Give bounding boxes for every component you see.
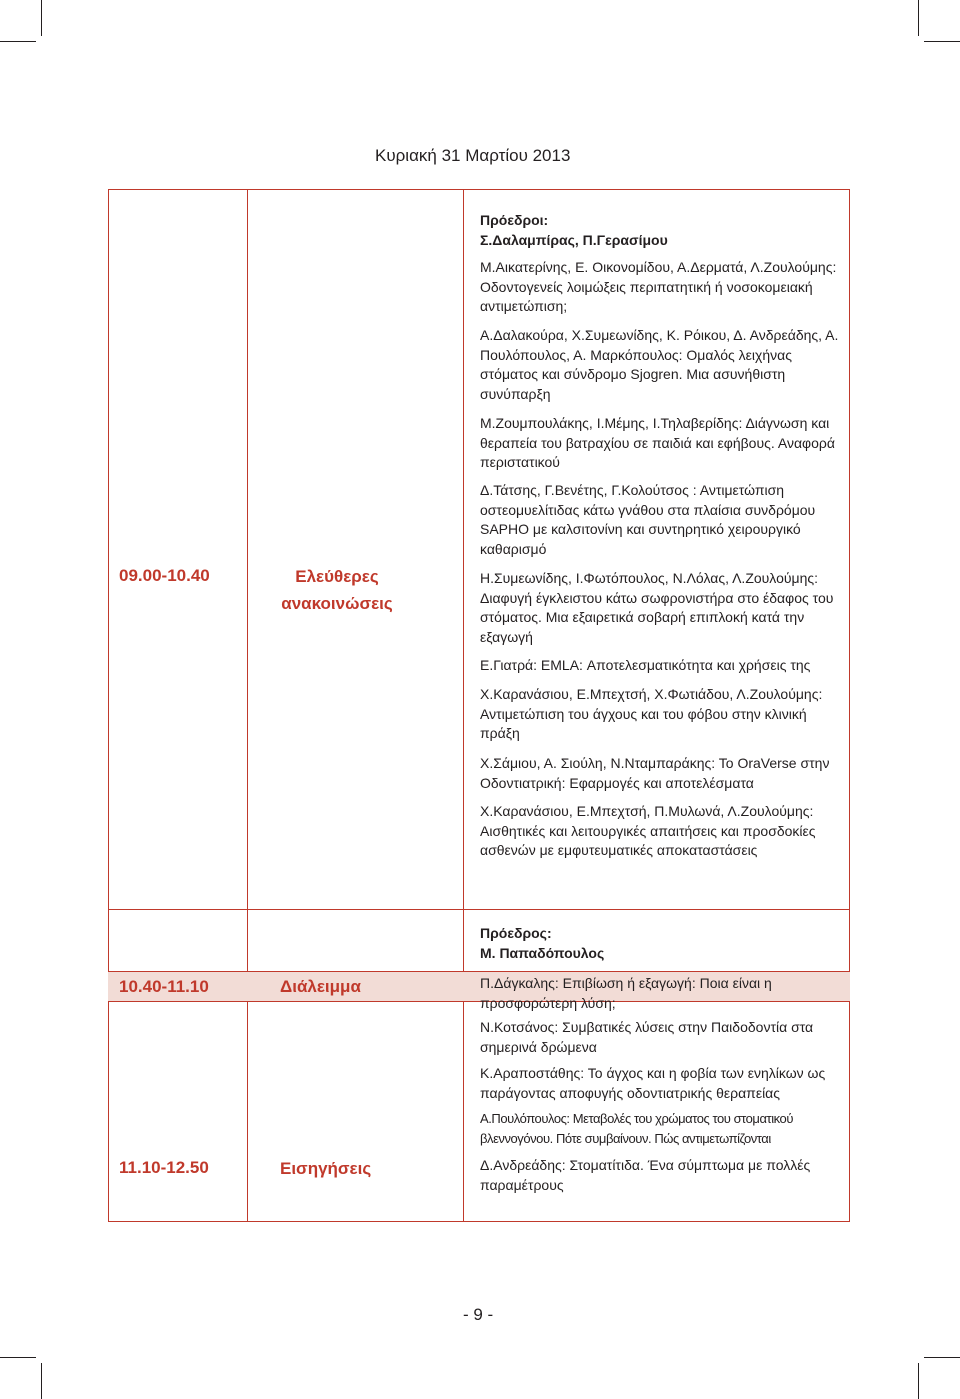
- session-divider: [108, 909, 850, 910]
- crop-mark: [0, 41, 36, 42]
- talk-item: Χ.Καρανάσιου, Ε.Μπεχτσή, Π.Μυλωνά, Λ.Ζουλούμης: Αισθητικές και λειτουργικές απαιτήσεις και προσδοκίες ασθενών με εμφυτευματικές αποκαταστάσεις: [480, 803, 816, 858]
- chairs-label: Πρόεδροι:: [480, 212, 549, 228]
- column-divider: [247, 189, 248, 1221]
- session-time: 11.10-12.50: [119, 1158, 209, 1177]
- crop-mark: [918, 1363, 919, 1399]
- break-time: 10.40-11.10: [119, 977, 209, 996]
- crop-mark: [41, 0, 42, 36]
- break-label: Διάλειμμα: [280, 977, 361, 996]
- crop-mark: [918, 0, 919, 36]
- crop-mark: [924, 41, 960, 42]
- break-row-border: [108, 971, 850, 972]
- session-time: 09.00-10.40: [119, 566, 210, 585]
- table-top-border: [108, 189, 850, 190]
- talk-item: Π.Δάγκαλης: Επιβίωση ή εξαγωγή: Ποια είναι η προσφορώτερη λύση;: [480, 975, 772, 1011]
- talk-item: Μ.Αικατερίνης, Ε. Οικονομίδου, Α.Δερματά, Λ.Ζουλούμης: Οδοντογενείς λοιμώξεις περιπατητική ή νοσοκομειακή αντιμετώπιση;: [480, 259, 837, 314]
- talk-item: Κ.Αραποστάθης: Το άγχος και η φοβία των ενηλίκων ως παράγοντας αποφυγής οδοντιατρικής θεραπείας: [480, 1065, 826, 1101]
- session-type-line: Ελεύθερες: [295, 567, 379, 586]
- talk-item: Η.Συμεωνίδης, Ι.Φωτόπουλος, Ν.Λόλας, Λ.Ζουλούμης: Διαφυγή έγκλειστου κάτω σωφρονιστήρα στο έδαφος του στόματος. Μια εξαιρετικά σοβαρή επιπλοκή κατά την εξαγωγή: [480, 570, 834, 645]
- session-type: Εισηγήσεις: [280, 1159, 372, 1178]
- crop-mark: [924, 1357, 960, 1358]
- page-date: Κυριακή 31 Μαρτίου 2013: [375, 146, 571, 165]
- talk-item: Δ.Ανδρεάδης: Στοματίτιδα. Ένα σύμπτωμα με πολλές παραμέτρους: [480, 1157, 811, 1193]
- crop-mark: [0, 1357, 36, 1358]
- talk-item: Χ.Σάμιου, Α. Σιούλη, Ν.Νταμπαράκης: Το OraVerse στην Οδοντιατρική: Εφαρμογές και αποτελέσματα: [480, 755, 830, 791]
- chair-name: Μ. Παπαδόπουλος: [480, 945, 605, 961]
- talk-item: Χ.Καρανάσιου, Ε.Μπεχτσή, Χ.Φωτιάδου, Λ.Ζουλούμης: Αντιμετώπιση του άγχους και του φόβου στην κλινική πράξη: [480, 686, 823, 741]
- chair-label: Πρόεδρος:: [480, 925, 552, 941]
- talk-item: Ν.Κοτσάνος: Συμβατικές λύσεις στην Παιδοδοντία στα σημερινά δρώμενα: [480, 1019, 814, 1055]
- talk-item: Μ.Ζουμπουλάκης, Ι.Μέμης, Ι.Τηλαβερίδης: Διάγνωση και θεραπεία του βατραχίου σε παιδιά και εφήβους. Αναφορά περιστατικού: [480, 415, 835, 470]
- talk-item: Α.Δαλακούρα, Χ.Συμεωνίδης, Κ. Ρόικου, Δ. Ανδρεάδης, Α. Πουλόπουλος, Α. Μαρκόπουλος: Ομαλός λειχήνας στόματος και σύνδρομο Sjogren. Μια ασυνήθιστη συνύπαρξη: [480, 327, 839, 402]
- column-divider: [463, 189, 464, 1221]
- session-type-line: ανακοινώσεις: [281, 594, 393, 613]
- table-left-border: [108, 189, 109, 1221]
- session-type: [256, 563, 418, 617]
- page-number: - 9 -: [463, 1305, 494, 1324]
- talk-item: Δ.Τάτσης, Γ.Βενέτης, Γ.Κολούτσος : Αντιμετώπιση οστεομυελίτιδας κάτω γνάθου στα πλαίσια συνδρόμου SAPHO με καλσιτονίνη και συντηρητικό χειρουργικό καθαρισμό: [480, 482, 816, 557]
- talk-item: Ε.Γιατρά: EMLA: Αποτελεσματικότητα και χρήσεις της: [480, 657, 811, 673]
- crop-mark: [41, 1363, 42, 1399]
- chairs-names: Σ.Δαλαμπίρας, Π.Γερασίμου: [480, 232, 668, 248]
- talk-item: Α.Πουλόπουλος: Μεταβολές του χρώματος του στοματικού βλεννογόνου. Πότε συμβαίνουν. Πώς αντιμετωπίζονται: [480, 1111, 793, 1146]
- table-bottom-border: [108, 1221, 850, 1222]
